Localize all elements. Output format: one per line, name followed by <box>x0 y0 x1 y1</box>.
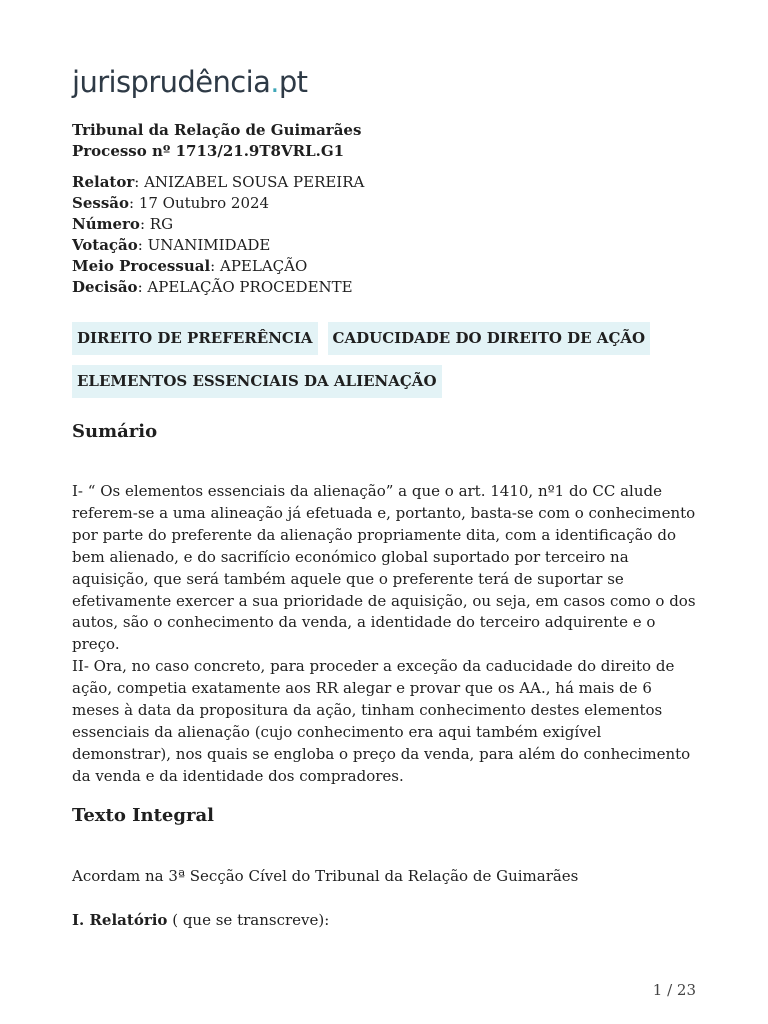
sumario-heading: Sumário <box>72 421 158 442</box>
court-header <box>72 120 361 162</box>
meta-value: 17 Outubro 2024 <box>138 194 270 212</box>
logo-name: jurisprudência <box>72 65 271 99</box>
meta-label: Votação <box>72 236 138 254</box>
meta-sessao: Sessão: 17 Outubro 2024 <box>72 194 270 212</box>
acordam-line: Acordam na 3ª Secção Cível do Tribunal da Relação de Guimarães <box>72 867 579 885</box>
texto-integral-heading: Texto Integral <box>72 805 214 826</box>
relatorio-label: I. Relatório <box>72 911 168 929</box>
meta-value: APELAÇÃO PROCEDENTE <box>147 278 353 296</box>
sumario-paragraph-2: II- Ora, no caso concreto, para proceder a exceção da caducidade do direito de ação, competia exatamente aos RR alegar e provar que os AA., há mais de 6 meses à data da propositura da ação, tinham conhecimento destes elementos essenciais da alienação (cujo conhecimento era aqui também exigível demonstrar), nos quais se engloba o preço da venda, para além do conhecimento da venda e da identidade dos compradores. <box>72 657 691 785</box>
relatorio-line <box>72 910 329 931</box>
tag-list <box>72 322 712 408</box>
logo-tld: pt <box>278 65 308 99</box>
metadata-list <box>72 172 364 298</box>
meta-decisao: Decisão: APELAÇÃO PROCEDENTE <box>72 278 353 296</box>
meta-meio-processual: Meio Processual: APELAÇÃO <box>72 257 308 275</box>
tag-caducidade-do-direito-de-acao[interactable]: CADUCIDADE DO DIREITO DE AÇÃO <box>328 322 651 355</box>
meta-label: Decisão <box>72 278 138 296</box>
meta-numero: Número: RG <box>72 215 174 233</box>
tag-direito-de-preferencia[interactable]: DIREITO DE PREFERÊNCIA <box>72 322 318 355</box>
relatorio-rest: ( que se transcreve): <box>167 911 330 929</box>
sumario-paragraph-1: I- “ Os elementos essenciais da alienação” a que o art. 1410, nº1 do CC alude referem-se a uma alineação já efetuada e, portanto, basta-se com o conhecimento por parte do preferente da alienação propriamente dita, com a identificação do bem alienado, e do sacrifício económico global suportado por terceiro na aquisição, que será também aquele que o preferente terá de suportar se efetivamente exercer a sua prioridade de aquisição, ou seja, em casos como o dos autos, são o conhecimento da venda, a identidade do terceiro adquirente e o preço. <box>72 482 696 654</box>
sumario-body <box>72 481 700 788</box>
tag-elementos-essenciais[interactable]: ELEMENTOS ESSENCIAIS DA ALIENAÇÃO <box>72 365 442 398</box>
process-number: Processo nº 1713/21.9T8VRL.G1 <box>72 142 345 160</box>
meta-votacao: Votação: UNANIMIDADE <box>72 236 271 254</box>
meta-label: Sessão <box>72 194 129 212</box>
meta-label: Relator <box>72 173 135 191</box>
meta-label: Número <box>72 215 140 233</box>
meta-label: Meio Processual <box>72 257 211 275</box>
meta-value: ANIZABEL SOUSA PEREIRA <box>144 173 365 191</box>
meta-value: UNANIMIDADE <box>147 236 271 254</box>
meta-value: APELAÇÃO <box>219 257 308 275</box>
meta-relator: Relator: ANIZABEL SOUSA PEREIRA <box>72 173 365 191</box>
meta-value: RG <box>149 215 174 233</box>
court-name: Tribunal da Relação de Guimarães <box>72 121 362 139</box>
site-logo[interactable] <box>72 62 307 102</box>
logo-dot: . <box>270 65 279 99</box>
page-counter: 1 / 23 <box>652 981 696 999</box>
